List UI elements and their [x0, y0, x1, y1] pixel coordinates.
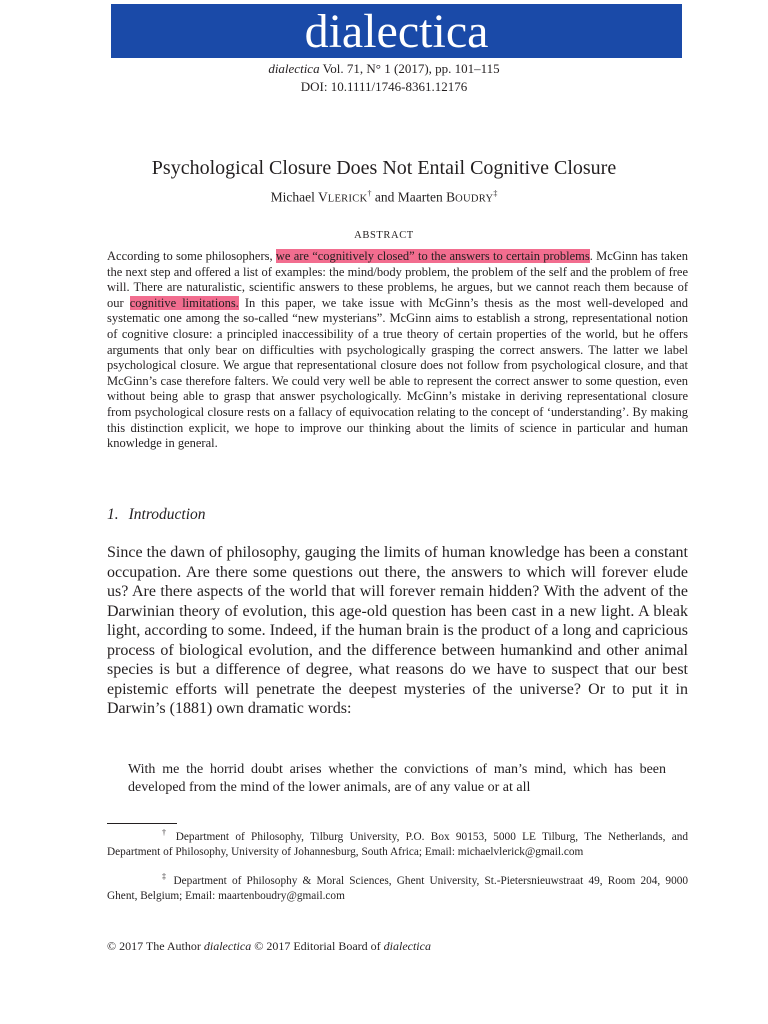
section-number: 1.: [107, 506, 119, 523]
footnote-1-mark: †: [162, 828, 170, 838]
abstract-part-2: . McGinn has taken the next step and offered a list of examples: the mind/body problem, the problem of the self and the problem of free will. There are naturalistic, scientific answers to these problems, he argues, but we cannot reach them because of our: [107, 249, 688, 310]
author-2-given: Maarten: [397, 189, 447, 205]
author-line: [0, 185, 768, 209]
citation-line: [0, 60, 768, 77]
copyright-journal-1: dialectica: [203, 939, 252, 953]
author-2-footnote-mark[interactable]: ‡: [493, 189, 498, 198]
copyright-journal-2: dialectica: [383, 939, 431, 953]
author-1-footnote-mark[interactable]: †: [367, 189, 372, 198]
citation-journal-name: dialectica: [268, 61, 320, 76]
footnote-2-text: Department of Philosophy & Moral Sciences, Ghent University, St.-Pietersnieuwstraat 49, Room 204, 9000 Ghent, Belgium; Email: maartenboudry@gmail.com: [107, 875, 689, 902]
author-1-given: Michael: [270, 189, 318, 205]
journal-banner: [111, 4, 682, 58]
copyright-part-1: © 2017 The Author: [107, 939, 204, 953]
block-quote: With me the horrid doubt arises whether the convictions of man’s mind, which has been developed from the mind of the lower animals, are of any value or at all: [128, 762, 666, 795]
abstract-part-3: In this paper, we take issue with McGinn’s thesis as the most well-developed and systematic one among the so-called “new mysterians”. McGinn aims to establish a strong, representational notion of cognitive closure: a principled inaccessibility of a true theory of certain properties of the world, but he offers arguments that only bear on difficulties with psychologically grasping the correct answers. The latter we label psychological closure. We argue that representational closure does not follow from psychological closure, and that McGinn’s case therefore falters. We could very well be able to represent the correct answer to some question, even without being able to grasp that answer psychologically. McGinn’s mistake in deriving representational closure from psychological closure rests on a fallacy of equivocation relating to the concept of ‘understanding’. By making this distinction explicit, we hope to improve our thinking about the limits of science in particular and human knowledge in general.: [107, 295, 688, 451]
abstract-text: [107, 249, 688, 452]
author-2-surname-initial: B: [446, 189, 456, 205]
body-paragraph: Since the dawn of philosophy, gauging the limits of human knowledge has been a constant occupation. Are there some questions out there, the answers to which will forever elude us? Are there aspects of the world that will forever remain hidden? With the advent of the Darwinian theory of evolution, this age-old question has been cast in a new light. A bleak light, according to some. Indeed, if the human brain is the product of a long and capricious process of biological evolution, and the difference between humankind and other animal species is but a difference of degree, what reasons do we have to suspect that our best epistemic efforts will penetrate the deepest mysteries of the universe? Or to put it in Darwin’s (1881) own dramatic words:: [107, 544, 688, 717]
copyright-part-2: © 2017 Editorial Board of: [251, 939, 384, 953]
citation-volume: Vol. 71, N° 1 (2017), pp. 101–115: [319, 61, 500, 76]
abstract-heading: ABSTRACT: [354, 230, 414, 241]
section-heading: [107, 505, 206, 525]
journal-banner-title: dialectica: [304, 5, 489, 58]
doi-line: DOI: 10.1111/1746-8361.12176: [300, 79, 468, 94]
author-2-surname: OUDRY: [455, 193, 494, 205]
abstract-highlight-2[interactable]: cognitive limitations.: [129, 295, 239, 310]
footnote-divider: [107, 823, 177, 824]
article-title: Psychological Closure Does Not Entail Cognitive Closure: [151, 157, 617, 179]
section-title: Introduction: [128, 506, 206, 523]
author-conjunction: and: [371, 189, 398, 205]
footnote-1-text: Department of Philosophy, Tilburg University, P.O. Box 90153, 5000 LE Tilburg, The Netherlands, and Department of Philosophy, University of Johannesburg, South Africa; Email: michaelvlerick@gmail.com: [107, 831, 689, 858]
footnote-2-mark: ‡: [162, 872, 169, 882]
author-1-surname-initial: V: [318, 189, 328, 205]
abstract-part-1: According to some philosophers,: [107, 249, 276, 263]
abstract-highlight-1[interactable]: we are “cognitively closed” to the answers to certain problems: [275, 249, 590, 263]
copyright-line: [107, 938, 431, 954]
author-1-surname: LERICK: [327, 193, 368, 205]
footnote-1: [107, 830, 688, 859]
footnote-2: [107, 874, 688, 903]
